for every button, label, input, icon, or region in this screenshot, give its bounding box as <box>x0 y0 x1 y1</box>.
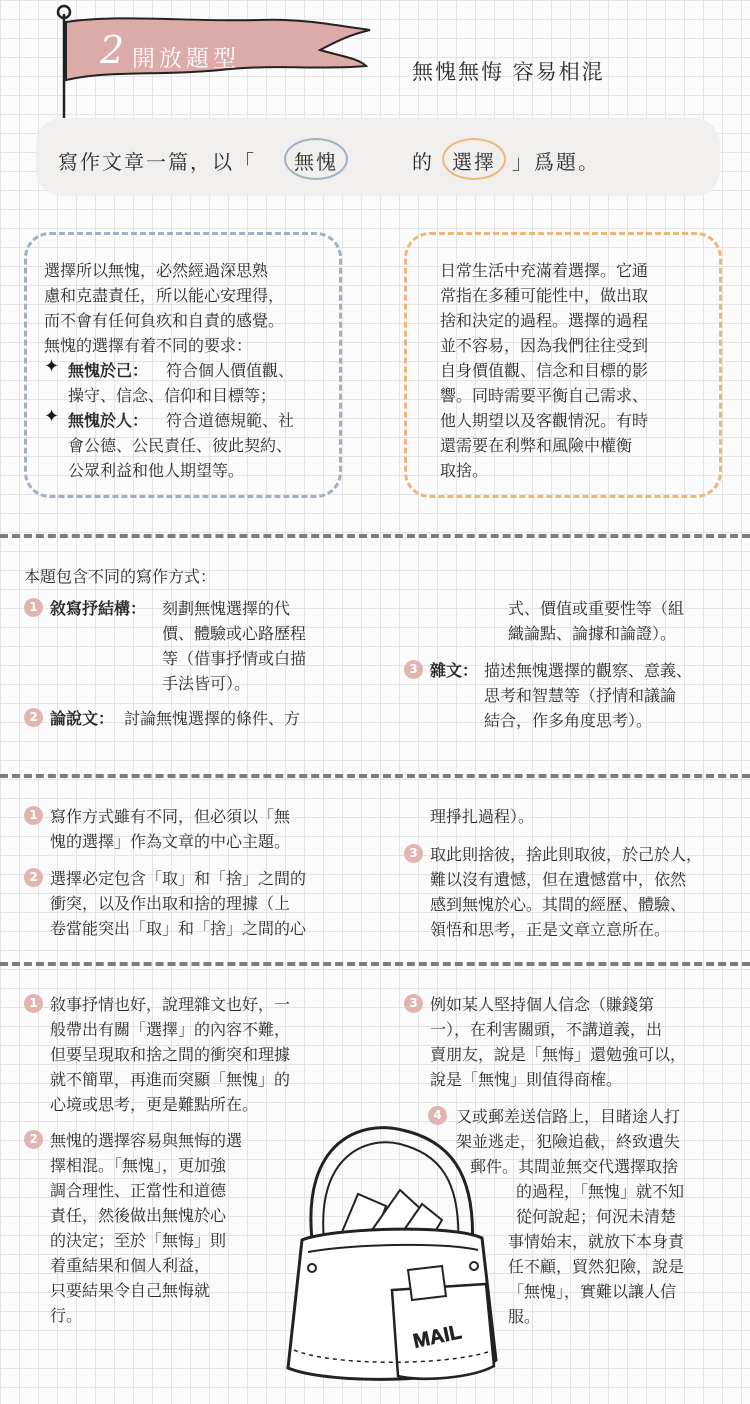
item-title: 無愧於人： <box>68 411 149 430</box>
section2-line: 選擇必定包含「取」和「捨」之間的 <box>50 869 307 888</box>
section1-line: 討論無愧選擇的條件、方 <box>124 709 301 728</box>
left-box-line: 操守、信念、信仰和目標等； <box>68 386 277 405</box>
section3-line: 調合理性、正當性和道德 <box>50 1181 227 1200</box>
section1-line: 等（借事抒情或白描 <box>162 649 307 668</box>
section2-line: 卷當能突出「取」和「捨」之間的心 <box>50 919 307 938</box>
section3-line: 說是「無愧」則值得商榷。 <box>430 1070 623 1089</box>
number-marker: 1 <box>24 598 43 617</box>
section3-line: 般帶出有關「選擇」的內容不難， <box>50 1020 291 1039</box>
section3-line: 着重結果和個人利益， <box>50 1256 211 1275</box>
section3-line: 行。 <box>50 1306 83 1325</box>
left-box-line: 符合個人價值觀、 <box>166 361 295 380</box>
section3-line: 就不簡單，再進而突顯「無愧」的 <box>50 1070 291 1089</box>
section-divider <box>0 962 750 966</box>
section1-line: 刻劃無愧選擇的代 <box>162 599 291 618</box>
section3-line: 架並逃走，犯險追截，終致遺失 <box>456 1132 681 1151</box>
section1-line: 描述無愧選擇的觀察、意義、 <box>484 661 693 680</box>
section3-line: 事情始末，就放下本身責 <box>508 1232 685 1251</box>
section3-line: 郵件。其間並無交代選擇取捨 <box>470 1157 679 1176</box>
number-marker: 2 <box>24 868 43 887</box>
section3-line: 擇相混。「無愧」，更加強 <box>50 1156 227 1175</box>
banner-number: 2 <box>100 28 125 72</box>
section-divider <box>0 534 750 538</box>
section-divider <box>0 774 750 778</box>
section3-line: 心境或思考，更是難點所在。 <box>50 1095 259 1114</box>
number-marker: 2 <box>24 1130 43 1149</box>
banner-label: 開放題型 <box>132 46 240 72</box>
right-box-line: 並不容易，因為我們往往受到 <box>440 336 649 355</box>
left-box-line: 符合道德規範、社 <box>166 411 295 430</box>
section2-line: 難以沒有遺憾，但在遺憾當中，依然 <box>430 870 687 889</box>
section3-line: 無愧的選擇容易與無悔的選 <box>50 1131 243 1150</box>
prompt-keyword1: 無愧 <box>294 150 338 174</box>
section2-line: 領悟和思考，正是文章立意所在。 <box>430 920 671 939</box>
section3-line: 例如某人堅持個人信念（賺錢第 <box>430 995 655 1014</box>
section1-intro: 本題包含不同的寫作方式： <box>24 567 217 586</box>
subtitle: 無愧無悔 容易相混 <box>412 60 605 84</box>
prompt-part2: 的 <box>412 150 434 174</box>
section2-line: 理掙扎過程）。 <box>430 807 535 826</box>
number-marker: 2 <box>24 708 43 727</box>
section2-line: 取此則捨彼，捨此則取彼，於己於人， <box>430 845 703 864</box>
section1-line: 價、體驗或心路歷程 <box>162 624 307 643</box>
section3-line: 一），在利害關頭，不講道義，出 <box>430 1020 663 1039</box>
right-box-line: 常指在多種可能性中，做出取 <box>440 286 649 305</box>
number-marker: 4 <box>428 1106 447 1125</box>
section1-line: 式、價值或重要性等（組 <box>508 599 685 618</box>
section2-line: 寫作方式雖有不同，但必須以「無 <box>50 807 291 826</box>
section3-line: 只要結果令自己無悔就 <box>50 1281 211 1300</box>
left-box-line: 公眾利益和他人期望等。 <box>68 461 245 480</box>
section3-line: 責任，然後做出無愧於心 <box>50 1206 227 1225</box>
right-box-line: 捨和決定的過程。選擇的過程 <box>440 311 649 330</box>
section3-line: 賣朋友，說是「無悔」還勉強可以， <box>430 1045 687 1064</box>
prompt-keyword2: 選擇 <box>452 150 496 174</box>
left-box-line: 而不會有任何負疚和自責的感覺。 <box>44 311 285 330</box>
item-title: 敘寫抒結構： <box>50 599 147 618</box>
section3-line: 的過程，「無愧」就不知 <box>516 1182 685 1201</box>
right-box-line: 響。同時需要平衡自己需求、 <box>440 386 649 405</box>
prompt-part3: 」爲題。 <box>512 150 600 174</box>
right-box-line: 日常生活中充滿着選擇。它通 <box>440 261 649 280</box>
star-bullet-icon: ✦ <box>44 406 60 427</box>
left-box-line: 選擇所以無愧，必然經過深思熟 <box>44 261 269 280</box>
number-marker: 3 <box>404 994 423 1013</box>
section2-line: 感到無愧於心。其間的經歷、體驗、 <box>430 895 687 914</box>
section3-line: 但要呈現取和捨之間的衝突和理據 <box>50 1045 291 1064</box>
bag-label: MAIL <box>411 1321 464 1353</box>
section1-line: 手法皆可）。 <box>162 674 251 693</box>
right-box-line: 還需要在利弊和風險中權衡 <box>440 436 633 455</box>
section2-line: 愧的選擇」作為文章的中心主題。 <box>50 832 291 851</box>
item-title: 論說文： <box>50 709 115 728</box>
section3-line: 敘事抒情也好，說理雜文也好，一 <box>50 995 291 1014</box>
right-box-line: 自身價值觀、信念和目標的影 <box>440 361 649 380</box>
section3-line: 又或郵差送信路上，目睹途人打 <box>456 1107 681 1126</box>
section3-line: 「無愧」，實難以讓人信 <box>508 1282 677 1301</box>
section3-line: 服。 <box>508 1307 541 1326</box>
left-box-line: 會公德、公民責任、彼此契約、 <box>68 436 293 455</box>
section1-line: 思考和智慧等（抒情和議論 <box>484 686 677 705</box>
section2-line: 衝突，以及作出取和捨的理據（上 <box>50 894 291 913</box>
number-marker: 3 <box>404 660 423 679</box>
star-bullet-icon: ✦ <box>44 356 60 377</box>
section3-line: 的決定；至於「無悔」則 <box>50 1231 227 1250</box>
prompt-part1: 寫作文章一篇，以「 <box>58 150 256 174</box>
number-marker: 3 <box>404 844 423 863</box>
item-title: 無愧於己： <box>68 361 149 380</box>
section1-line: 結合，作多角度思考）。 <box>484 711 653 730</box>
section3-line: 從何說起；何況未清楚 <box>516 1207 677 1226</box>
left-box-line: 無愧的選擇有着不同的要求： <box>44 336 253 355</box>
mail-bag-illustration <box>272 1120 508 1390</box>
item-title: 雜文： <box>430 661 479 680</box>
section1-line: 織論點、論據和論證）。 <box>508 624 677 643</box>
number-marker: 1 <box>24 806 43 825</box>
right-box-line: 取捨。 <box>440 461 489 480</box>
left-box-line: 慮和克盡責任，所以能心安理得， <box>44 286 285 305</box>
right-box-line: 他人期望以及客觀情況。有時 <box>440 411 649 430</box>
number-marker: 1 <box>24 994 43 1013</box>
section3-line: 任不顧，貿然犯險，說是 <box>508 1257 685 1276</box>
